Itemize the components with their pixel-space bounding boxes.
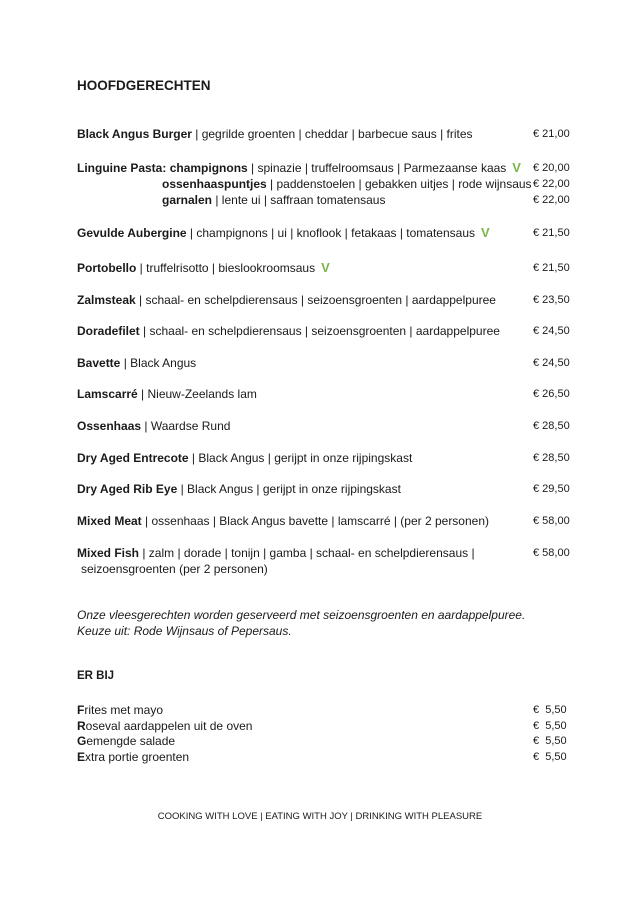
item-description: | champignons | ui | knoflook | fetakaas | tomatensaus <box>186 226 475 240</box>
side-name: xtra portie groenten <box>85 750 190 765</box>
item-name: Black Angus Burger <box>77 127 192 141</box>
side-name: oseval aardappelen uit de oven <box>85 718 253 733</box>
menu-item <box>77 418 573 434</box>
menu-item <box>77 292 573 308</box>
variant-price: € 22,00 <box>533 194 570 206</box>
side-name: rites met mayo <box>84 703 164 717</box>
page-title: HOOFDGERECHTEN <box>77 78 211 93</box>
item-price: € 29,50 <box>533 483 570 495</box>
item-name: Doradefilet <box>77 324 140 338</box>
menu-item <box>77 513 573 529</box>
item-description: | truffelrisotto | bieslookroomsaus <box>136 261 316 275</box>
item-price: € 24,50 <box>533 357 570 369</box>
variant-description: | lente ui | saffraan tomatensaus <box>212 193 386 207</box>
side-initial: G <box>77 734 87 749</box>
item-description: | zalm | dorade | tonijn | gamba | schaal- en schelpdierensaus | <box>139 546 475 560</box>
item-description: | gegrilde groenten | cheddar | barbecue saus | frites <box>191 127 473 141</box>
item-price: € 21,50 <box>533 262 570 274</box>
pasta-variant <box>77 160 573 176</box>
variant-price: € 22,00 <box>533 178 570 190</box>
item-price: € 24,50 <box>533 325 570 337</box>
side-item <box>77 702 573 718</box>
variant-name: ossenhaaspuntjes <box>162 177 267 191</box>
pasta-name: Linguine Pasta: <box>77 161 167 175</box>
item-price: € 21,00 <box>533 128 570 140</box>
item-name: Gevulde Aubergine <box>77 226 187 240</box>
item-description: | ossenhaas | Black Angus bavette | lamscarré | (per 2 personen) <box>141 514 490 528</box>
item-price: € 26,50 <box>533 388 570 400</box>
item-description: | Black Angus | gerijpt in onze rijpingskast <box>188 451 413 465</box>
side-initial: F <box>77 703 85 717</box>
variant-description: | spinazie | truffelroomsaus | Parmezaanse kaas <box>247 161 507 175</box>
item-name: Portobello <box>77 261 137 275</box>
side-item <box>77 749 573 765</box>
menu-item <box>77 126 573 142</box>
side-item <box>77 733 573 749</box>
side-initial: E <box>77 750 86 765</box>
variant-name: garnalen <box>162 193 213 207</box>
vegetarian-icon: V <box>512 160 521 175</box>
variant-name: champignons <box>169 161 248 175</box>
pasta-variant <box>162 192 573 208</box>
item-name: Ossenhaas <box>77 419 142 433</box>
item-price: € 21,50 <box>533 227 570 239</box>
item-name: Dry Aged Entrecote <box>77 451 189 465</box>
vegetarian-icon: V <box>481 225 490 240</box>
menu-item <box>77 545 573 561</box>
menu-item <box>77 323 573 339</box>
item-name: Bavette <box>77 356 121 370</box>
side-item <box>77 718 573 734</box>
sides-heading: ER BIJ <box>77 670 115 682</box>
vegetarian-icon: V <box>321 260 330 275</box>
item-description: | schaal- en schelpdierensaus | seizoensgroenten | aardappelpuree <box>139 324 500 338</box>
side-price: € 5,50 <box>533 704 567 716</box>
item-price: € 23,50 <box>533 294 570 306</box>
menu-item <box>77 386 573 402</box>
item-price: € 58,00 <box>533 515 570 527</box>
item-name: Mixed Meat <box>77 514 142 528</box>
menu-item <box>77 260 573 276</box>
item-price: € 58,00 <box>533 547 570 559</box>
item-price: € 28,50 <box>533 420 570 432</box>
note-line-1: Onze vleesgerechten worden geserveerd met seizoensgroenten en aardappelpuree. <box>77 608 526 622</box>
side-price: € 5,50 <box>533 719 567 732</box>
menu-item <box>77 355 573 371</box>
item-name: Dry Aged Rib Eye <box>77 482 178 496</box>
item-description: | Black Angus <box>120 356 197 370</box>
menu-item <box>77 481 573 497</box>
item-description: | Nieuw-Zeelands lam <box>137 387 257 401</box>
item-description: | Waardse Rund <box>141 419 231 433</box>
item-name: Mixed Fish <box>77 546 140 560</box>
item-description: | schaal- en schelpdierensaus | seizoensgroenten | aardappelpuree <box>135 293 496 307</box>
variant-price: € 20,00 <box>533 162 570 174</box>
mixed-fish-line-2: seizoensgroenten (per 2 personen) <box>81 562 268 576</box>
note-line-2: Keuze uit: Rode Wijnsaus of Pepersaus. <box>77 624 292 638</box>
side-price: € 5,50 <box>533 735 567 748</box>
menu-item <box>77 225 573 241</box>
item-name: Lamscarré <box>77 387 138 401</box>
side-initial: R <box>77 718 86 733</box>
variant-description: | paddenstoelen | gebakken uitjes | rode wijnsaus <box>266 177 532 191</box>
item-name: Zalmsteak <box>77 293 136 307</box>
item-price: € 28,50 <box>533 452 570 464</box>
pasta-variant <box>162 176 573 192</box>
footer-slogan: COOKING WITH LOVE | EATING WITH JOY | DRINKING WITH PLEASURE <box>157 811 483 822</box>
side-name: emengde salade <box>86 734 176 749</box>
menu-item <box>77 450 573 466</box>
item-description: | Black Angus | gerijpt in onze rijpingskast <box>177 482 401 496</box>
side-price: € 5,50 <box>533 751 567 764</box>
